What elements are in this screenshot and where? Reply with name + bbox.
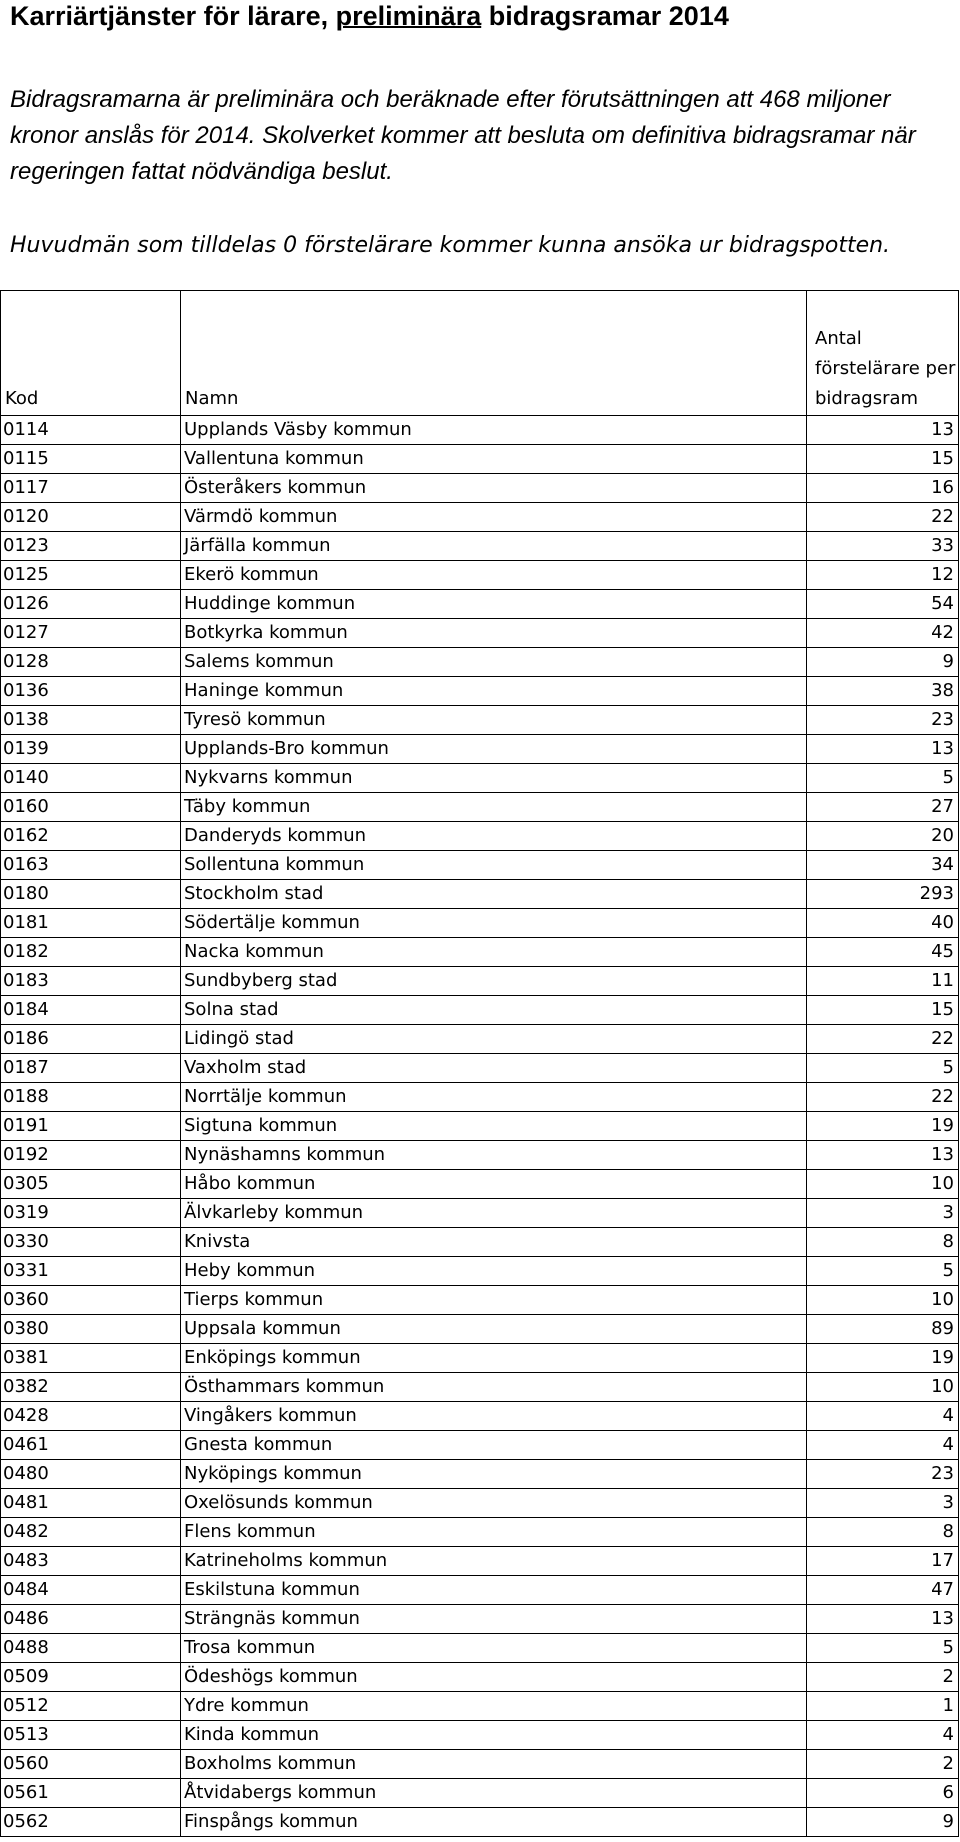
cell-antal: 13 [807, 1605, 959, 1634]
cell-antal: 22 [807, 1083, 959, 1112]
cell-namn: Sollentuna kommun [181, 851, 807, 880]
table-row [1, 1750, 959, 1779]
table-row [1, 909, 959, 938]
cell-kod: 0163 [1, 851, 181, 880]
table-row [1, 1112, 959, 1141]
cell-namn: Tyresö kommun [181, 706, 807, 735]
title-suffix: bidragsramar 2014 [481, 1, 729, 31]
cell-antal: 2 [807, 1663, 959, 1692]
table-row [1, 735, 959, 764]
cell-antal: 38 [807, 677, 959, 706]
cell-kod: 0114 [1, 416, 181, 445]
cell-namn: Värmdö kommun [181, 503, 807, 532]
cell-antal: 16 [807, 474, 959, 503]
table-row [1, 996, 959, 1025]
cell-namn: Finspångs kommun [181, 1808, 807, 1837]
cell-antal: 13 [807, 735, 959, 764]
cell-namn: Knivsta [181, 1228, 807, 1257]
table-row [1, 938, 959, 967]
cell-antal: 17 [807, 1547, 959, 1576]
cell-namn: Kinda kommun [181, 1721, 807, 1750]
cell-kod: 0120 [1, 503, 181, 532]
cell-namn: Eskilstuna kommun [181, 1576, 807, 1605]
cell-namn: Upplands Väsby kommun [181, 416, 807, 445]
cell-kod: 0192 [1, 1141, 181, 1170]
cell-namn: Södertälje kommun [181, 909, 807, 938]
allocation-table [0, 290, 959, 1837]
cell-namn: Nykvarns kommun [181, 764, 807, 793]
cell-namn: Ödeshögs kommun [181, 1663, 807, 1692]
table-row [1, 590, 959, 619]
cell-namn: Lidingö stad [181, 1025, 807, 1054]
cell-kod: 0139 [1, 735, 181, 764]
cell-antal: 40 [807, 909, 959, 938]
table-row [1, 967, 959, 996]
cell-kod: 0486 [1, 1605, 181, 1634]
cell-antal: 42 [807, 619, 959, 648]
cell-namn: Katrineholms kommun [181, 1547, 807, 1576]
table-row [1, 1170, 959, 1199]
cell-antal: 89 [807, 1315, 959, 1344]
cell-antal: 5 [807, 764, 959, 793]
cell-antal: 23 [807, 1460, 959, 1489]
cell-kod: 0160 [1, 793, 181, 822]
table-row [1, 1576, 959, 1605]
cell-kod: 0188 [1, 1083, 181, 1112]
table-row [1, 1054, 959, 1083]
table-row [1, 793, 959, 822]
cell-namn: Flens kommun [181, 1518, 807, 1547]
table-row [1, 1286, 959, 1315]
table-header-row [1, 291, 959, 416]
cell-namn: Haninge kommun [181, 677, 807, 706]
cell-antal: 45 [807, 938, 959, 967]
cell-antal: 15 [807, 996, 959, 1025]
cell-kod: 0509 [1, 1663, 181, 1692]
cell-antal: 10 [807, 1373, 959, 1402]
cell-antal: 9 [807, 648, 959, 677]
table-row [1, 648, 959, 677]
cell-antal: 15 [807, 445, 959, 474]
cell-kod: 0117 [1, 474, 181, 503]
cell-kod: 0319 [1, 1199, 181, 1228]
cell-antal: 22 [807, 1025, 959, 1054]
cell-antal: 12 [807, 561, 959, 590]
cell-antal: 13 [807, 1141, 959, 1170]
cell-namn: Norrtälje kommun [181, 1083, 807, 1112]
cell-kod: 0138 [1, 706, 181, 735]
note-paragraph: Huvudmän som tilldelas 0 förstelärare kommer kunna ansöka ur bidragspotten. [10, 233, 891, 258]
cell-antal: 34 [807, 851, 959, 880]
cell-antal: 5 [807, 1257, 959, 1286]
cell-namn: Salems kommun [181, 648, 807, 677]
cell-namn: Nynäshamns kommun [181, 1141, 807, 1170]
table-row [1, 1431, 959, 1460]
table-row [1, 1518, 959, 1547]
cell-namn: Vingåkers kommun [181, 1402, 807, 1431]
cell-kod: 0380 [1, 1315, 181, 1344]
title-underlined-word: preliminära [335, 1, 482, 31]
table-row [1, 1779, 959, 1808]
table-row [1, 1489, 959, 1518]
cell-kod: 0512 [1, 1692, 181, 1721]
cell-namn: Åtvidabergs kommun [181, 1779, 807, 1808]
table-row [1, 1315, 959, 1344]
table-row [1, 1721, 959, 1750]
cell-kod: 0560 [1, 1750, 181, 1779]
cell-kod: 0461 [1, 1431, 181, 1460]
table-row [1, 619, 959, 648]
cell-namn: Huddinge kommun [181, 590, 807, 619]
cell-antal: 19 [807, 1112, 959, 1141]
cell-namn: Tierps kommun [181, 1286, 807, 1315]
cell-namn: Älvkarleby kommun [181, 1199, 807, 1228]
table-row [1, 764, 959, 793]
cell-antal: 8 [807, 1518, 959, 1547]
cell-kod: 0181 [1, 909, 181, 938]
table-row [1, 1257, 959, 1286]
header-namn: Namn [181, 291, 807, 416]
cell-antal: 8 [807, 1228, 959, 1257]
cell-namn: Uppsala kommun [181, 1315, 807, 1344]
table-row [1, 1344, 959, 1373]
page-title [10, 0, 729, 32]
cell-kod: 0115 [1, 445, 181, 474]
table-row [1, 1199, 959, 1228]
intro-paragraph: Bidragsramarna är preliminära och beräknade efter förutsättningen att 468 miljoner kronor anslås för 2014. Skolverket kommer att besluta om definitiva bidragsramar när regeringen fattat nödvändiga beslut. [10, 86, 916, 185]
cell-kod: 0180 [1, 880, 181, 909]
table-row [1, 1605, 959, 1634]
table-row [1, 503, 959, 532]
cell-kod: 0128 [1, 648, 181, 677]
cell-namn: Strängnäs kommun [181, 1605, 807, 1634]
cell-antal: 9 [807, 1808, 959, 1837]
cell-namn: Stockholm stad [181, 880, 807, 909]
table-row [1, 1402, 959, 1431]
cell-namn: Österåkers kommun [181, 474, 807, 503]
cell-antal: 47 [807, 1576, 959, 1605]
cell-antal: 6 [807, 1779, 959, 1808]
cell-kod: 0127 [1, 619, 181, 648]
cell-antal: 5 [807, 1634, 959, 1663]
cell-kod: 0484 [1, 1576, 181, 1605]
cell-antal: 23 [807, 706, 959, 735]
cell-kod: 0183 [1, 967, 181, 996]
table-row [1, 532, 959, 561]
cell-namn: Håbo kommun [181, 1170, 807, 1199]
cell-antal: 10 [807, 1170, 959, 1199]
cell-kod: 0140 [1, 764, 181, 793]
cell-namn: Östhammars kommun [181, 1373, 807, 1402]
cell-antal: 20 [807, 822, 959, 851]
table-row [1, 1547, 959, 1576]
cell-kod: 0381 [1, 1344, 181, 1373]
table-row [1, 1460, 959, 1489]
cell-kod: 0561 [1, 1779, 181, 1808]
cell-namn: Täby kommun [181, 793, 807, 822]
cell-kod: 0481 [1, 1489, 181, 1518]
cell-namn: Sundbyberg stad [181, 967, 807, 996]
cell-kod: 0162 [1, 822, 181, 851]
cell-namn: Oxelösunds kommun [181, 1489, 807, 1518]
cell-antal: 10 [807, 1286, 959, 1315]
cell-namn: Heby kommun [181, 1257, 807, 1286]
cell-namn: Boxholms kommun [181, 1750, 807, 1779]
table-row [1, 1663, 959, 1692]
cell-kod: 0305 [1, 1170, 181, 1199]
table-row [1, 1228, 959, 1257]
header-antal: Antal förstelärare per bidragsram [807, 291, 959, 416]
table-row [1, 1808, 959, 1837]
cell-kod: 0136 [1, 677, 181, 706]
cell-namn: Trosa kommun [181, 1634, 807, 1663]
cell-namn: Sigtuna kommun [181, 1112, 807, 1141]
table-row [1, 1025, 959, 1054]
table-row [1, 445, 959, 474]
cell-namn: Nyköpings kommun [181, 1460, 807, 1489]
table-row [1, 1141, 959, 1170]
cell-namn: Järfälla kommun [181, 532, 807, 561]
cell-antal: 3 [807, 1199, 959, 1228]
cell-namn: Enköpings kommun [181, 1344, 807, 1373]
cell-antal: 27 [807, 793, 959, 822]
cell-antal: 11 [807, 967, 959, 996]
cell-kod: 0186 [1, 1025, 181, 1054]
cell-namn: Upplands-Bro kommun [181, 735, 807, 764]
table-row [1, 474, 959, 503]
cell-kod: 0126 [1, 590, 181, 619]
cell-namn: Ekerö kommun [181, 561, 807, 590]
cell-namn: Solna stad [181, 996, 807, 1025]
title-prefix: Karriärtjänster för lärare, [10, 1, 336, 31]
cell-kod: 0513 [1, 1721, 181, 1750]
table-row [1, 1083, 959, 1112]
table-row [1, 822, 959, 851]
cell-antal: 2 [807, 1750, 959, 1779]
cell-antal: 5 [807, 1054, 959, 1083]
table-row [1, 1692, 959, 1721]
header-kod: Kod [1, 291, 181, 416]
cell-namn: Ydre kommun [181, 1692, 807, 1721]
cell-antal: 4 [807, 1431, 959, 1460]
cell-antal: 1 [807, 1692, 959, 1721]
cell-namn: Danderyds kommun [181, 822, 807, 851]
table-row [1, 677, 959, 706]
cell-antal: 19 [807, 1344, 959, 1373]
cell-kod: 0184 [1, 996, 181, 1025]
cell-antal: 54 [807, 590, 959, 619]
cell-namn: Botkyrka kommun [181, 619, 807, 648]
table-row [1, 561, 959, 590]
cell-kod: 0488 [1, 1634, 181, 1663]
cell-kod: 0191 [1, 1112, 181, 1141]
cell-kod: 0428 [1, 1402, 181, 1431]
cell-namn: Vaxholm stad [181, 1054, 807, 1083]
cell-antal: 13 [807, 416, 959, 445]
cell-kod: 0123 [1, 532, 181, 561]
cell-antal: 33 [807, 532, 959, 561]
table-row [1, 1634, 959, 1663]
cell-kod: 0125 [1, 561, 181, 590]
cell-kod: 0331 [1, 1257, 181, 1286]
cell-kod: 0360 [1, 1286, 181, 1315]
cell-kod: 0562 [1, 1808, 181, 1837]
cell-kod: 0483 [1, 1547, 181, 1576]
table-row [1, 1373, 959, 1402]
cell-kod: 0182 [1, 938, 181, 967]
cell-namn: Gnesta kommun [181, 1431, 807, 1460]
cell-kod: 0482 [1, 1518, 181, 1547]
table-row [1, 851, 959, 880]
cell-antal: 22 [807, 503, 959, 532]
cell-kod: 0382 [1, 1373, 181, 1402]
cell-namn: Nacka kommun [181, 938, 807, 967]
cell-antal: 4 [807, 1402, 959, 1431]
cell-antal: 3 [807, 1489, 959, 1518]
table-row [1, 706, 959, 735]
cell-kod: 0330 [1, 1228, 181, 1257]
table-row [1, 880, 959, 909]
cell-antal: 293 [807, 880, 959, 909]
cell-kod: 0480 [1, 1460, 181, 1489]
cell-antal: 4 [807, 1721, 959, 1750]
cell-namn: Vallentuna kommun [181, 445, 807, 474]
cell-kod: 0187 [1, 1054, 181, 1083]
table-row [1, 416, 959, 445]
